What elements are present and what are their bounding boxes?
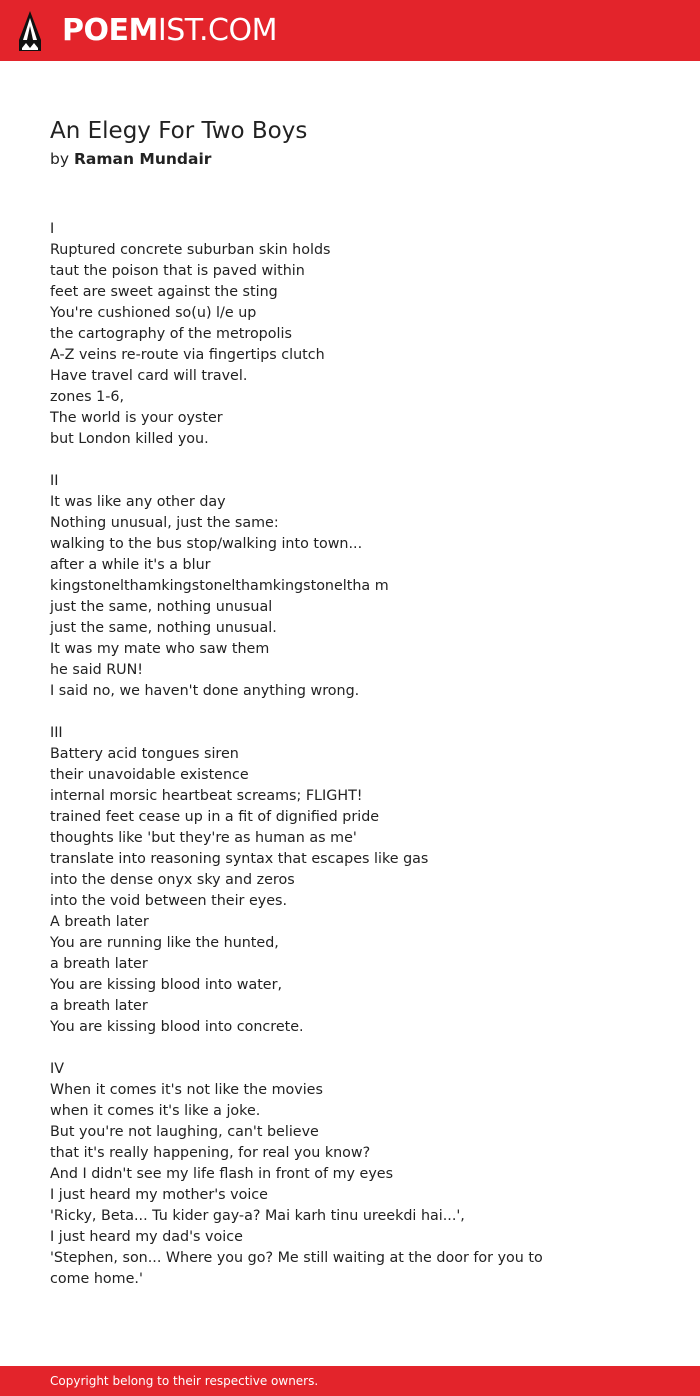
logo-bold-text: POEM [62, 13, 158, 48]
poem-line: kingstonelthamkingstonelthamkingstoneltha m [50, 578, 389, 594]
poem-line: walking to the bus stop/walking into town... [50, 536, 363, 552]
by-label: by [50, 150, 70, 168]
stanza-2 [50, 471, 650, 702]
poem-line: A-Z veins re-route via fingertips clutch [50, 347, 325, 363]
poem-line: zones 1-6, [50, 389, 124, 405]
poem-line: a breath later [50, 956, 148, 972]
poem-line: when it comes it's like a joke. [50, 1103, 261, 1119]
stanza-1 [50, 219, 650, 450]
poem-line: just the same, nothing unusual. [50, 620, 277, 636]
poem-line: Nothing unusual, just the same: [50, 515, 279, 531]
poem-line: You are running like the hunted, [50, 935, 279, 951]
poem-line: 'Ricky, Beta... Tu kider gay-a? Mai karh tinu ureekdi hai...', [50, 1208, 465, 1224]
byline [50, 147, 211, 171]
site-header [0, 0, 700, 61]
poem-body [50, 219, 650, 1311]
poem-line: I [50, 221, 55, 237]
poem-line: translate into reasoning syntax that escapes like gas [50, 851, 429, 867]
poem-line: When it comes it's not like the movies [50, 1082, 323, 1098]
poem-line: And I didn't see my life flash in front of my eyes [50, 1166, 394, 1182]
pen-nib-icon[interactable] [18, 10, 42, 52]
poem-line: I just heard my mother's voice [50, 1187, 268, 1203]
poem-line: Have travel card will travel. [50, 368, 248, 384]
poem-line: 'Stephen, son... Where you go? Me still waiting at the door for you to come home.' [50, 1250, 543, 1287]
poem-line: The world is your oyster [50, 410, 223, 426]
poem-line: into the dense onyx sky and zeros [50, 872, 295, 888]
site-footer [0, 1366, 700, 1396]
stanza-4 [50, 1059, 650, 1290]
poem-line: their unavoidable existence [50, 767, 249, 783]
poem-line: A breath later [50, 914, 149, 930]
author-name: Raman Mundair [73, 150, 212, 168]
poem-line: thoughts like 'but they're as human as me' [50, 830, 357, 846]
poem-line: the cartography of the metropolis [50, 326, 292, 342]
poem-line: that it's really happening, for real you know? [50, 1145, 371, 1161]
poem-line: IV [50, 1061, 64, 1077]
poem-line: It was like any other day [50, 494, 226, 510]
poem-line: III [50, 725, 63, 741]
poem-line: a breath later [50, 998, 148, 1014]
poem-line: internal morsic heartbeat screams; FLIGHT! [50, 788, 363, 804]
poem-line: But you're not laughing, can't believe [50, 1124, 319, 1140]
poem-line: after a while it's a blur [50, 557, 211, 573]
copyright-notice: Copyright belong to their respective owners. [50, 1374, 319, 1388]
poem-line: into the void between their eyes. [50, 893, 288, 909]
poem-line: Battery acid tongues siren [50, 746, 239, 762]
poem-line: just the same, nothing unusual [50, 599, 273, 615]
logo-light-text: IST.COM [157, 13, 277, 48]
site-logo[interactable] [62, 11, 277, 51]
poem-line: taut the poison that is paved within [50, 263, 305, 279]
poem-line: I just heard my dad's voice [50, 1229, 243, 1245]
stanza-3 [50, 723, 650, 1038]
poem-line: I said no, we haven't done anything wrong. [50, 683, 360, 699]
poem-line: but London killed you. [50, 431, 209, 447]
poem-line: It was my mate who saw them [50, 641, 270, 657]
poem-line: II [50, 473, 59, 489]
poem-line: trained feet cease up in a fit of dignified pride [50, 809, 380, 825]
poem-line: You are kissing blood into water, [50, 977, 283, 993]
poem-line: he said RUN! [50, 662, 144, 678]
poem-line: You're cushioned so(u) l/e up [50, 305, 257, 321]
poem-line: Ruptured concrete suburban skin holds [50, 242, 331, 258]
poem-title: An Elegy For Two Boys [50, 118, 308, 144]
poem-line: feet are sweet against the sting [50, 284, 278, 300]
poem-line: You are kissing blood into concrete. [50, 1019, 304, 1035]
